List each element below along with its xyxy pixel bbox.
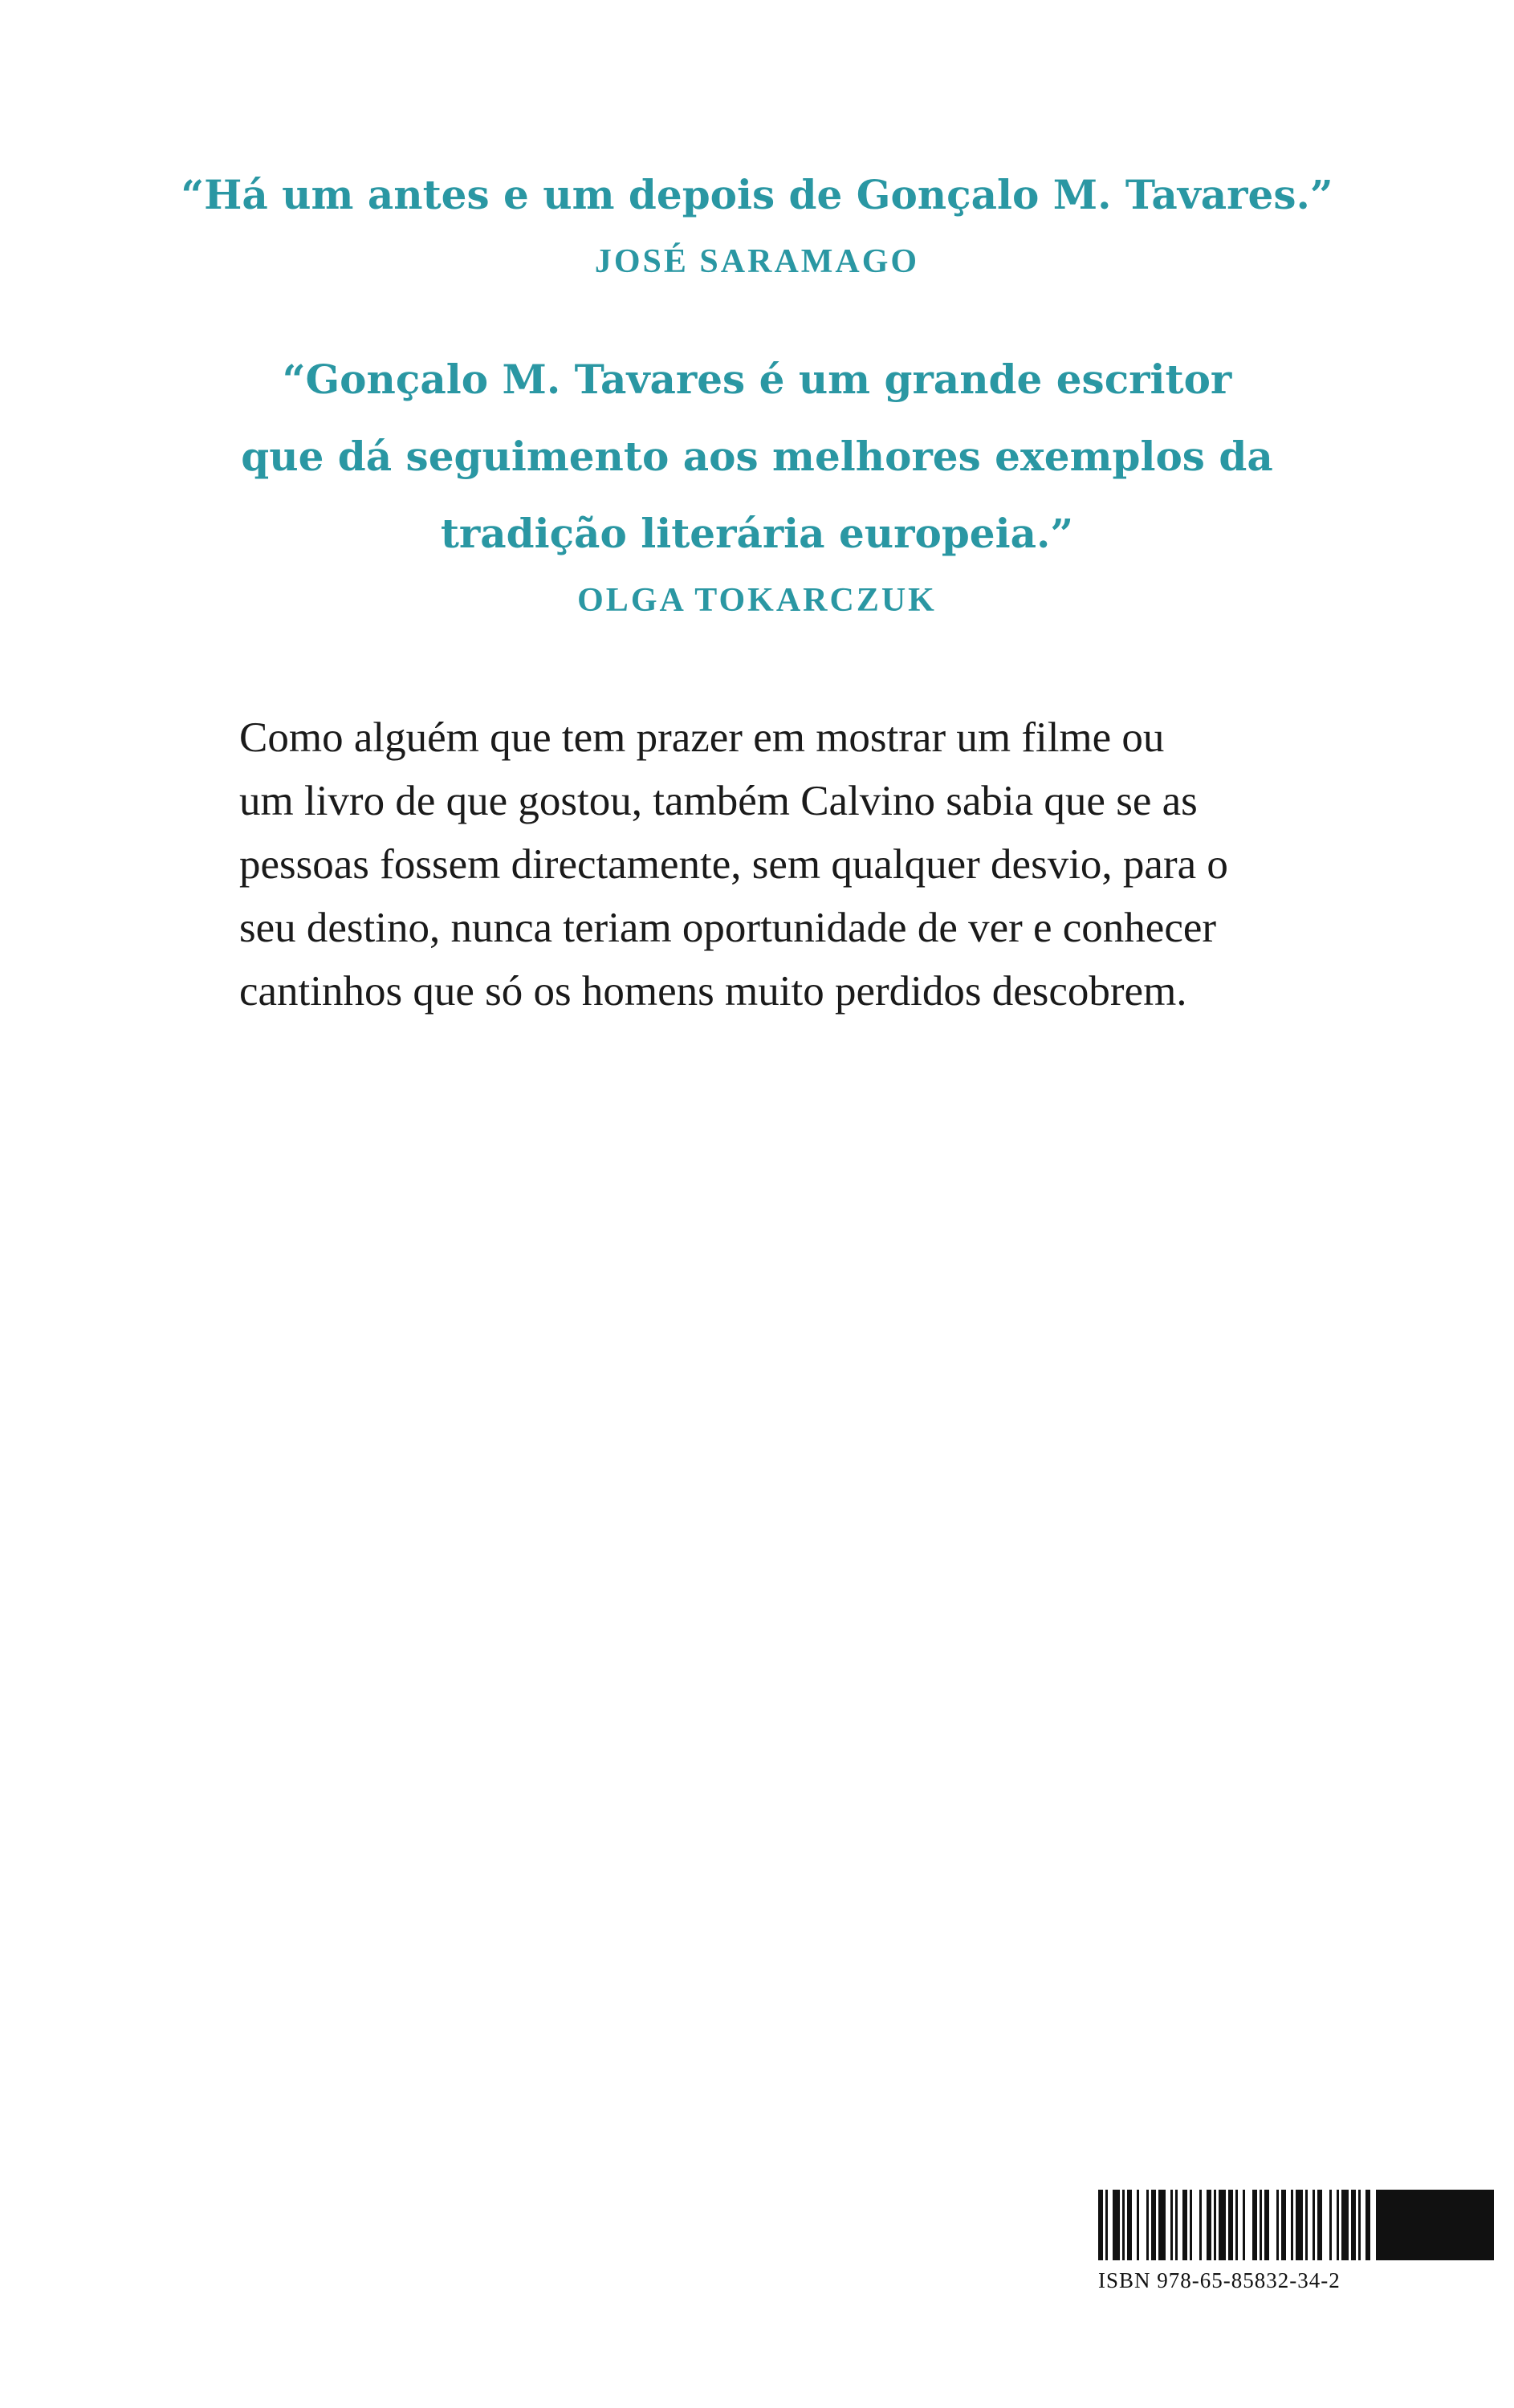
isbn-number: ISBN 978-65-85832-34-2 [1098, 2268, 1341, 2292]
quote-text-line: que dá seguimento aos melhores exemplos da [241, 433, 1273, 480]
quote-tokarczuk [0, 341, 1514, 628]
barcode-icon [1098, 2190, 1494, 2260]
quote-author: OLGA TOKARCZUK [577, 582, 937, 619]
quote-text-line: tradição literária europeia.” [440, 510, 1074, 557]
description-line: seu destino, nunca teriam oportunidade de ver e conhecer [239, 905, 1217, 951]
description-line: Como alguém que tem prazer em mostrar um filme ou [239, 714, 1165, 761]
description-line: um livro de que gostou, também Calvino sabia que se as [239, 778, 1198, 824]
quote-text-line: “Gonçalo M. Tavares é um grande escritor [282, 356, 1232, 403]
description-line: pessoas fossem directamente, sem qualquer desvio, para o [239, 841, 1228, 888]
description-line: cantinhos que só os homens muito perdidos descobrem. [239, 968, 1187, 1015]
quote-saramago [0, 157, 1514, 290]
book-description [239, 706, 1228, 1023]
quote-author: JOSÉ SARAMAGO [594, 243, 920, 280]
quote-text-line: “Há um antes e um depois de Gonçalo M. Tavares.” [181, 171, 1333, 218]
isbn-barcode [1098, 2190, 1494, 2293]
